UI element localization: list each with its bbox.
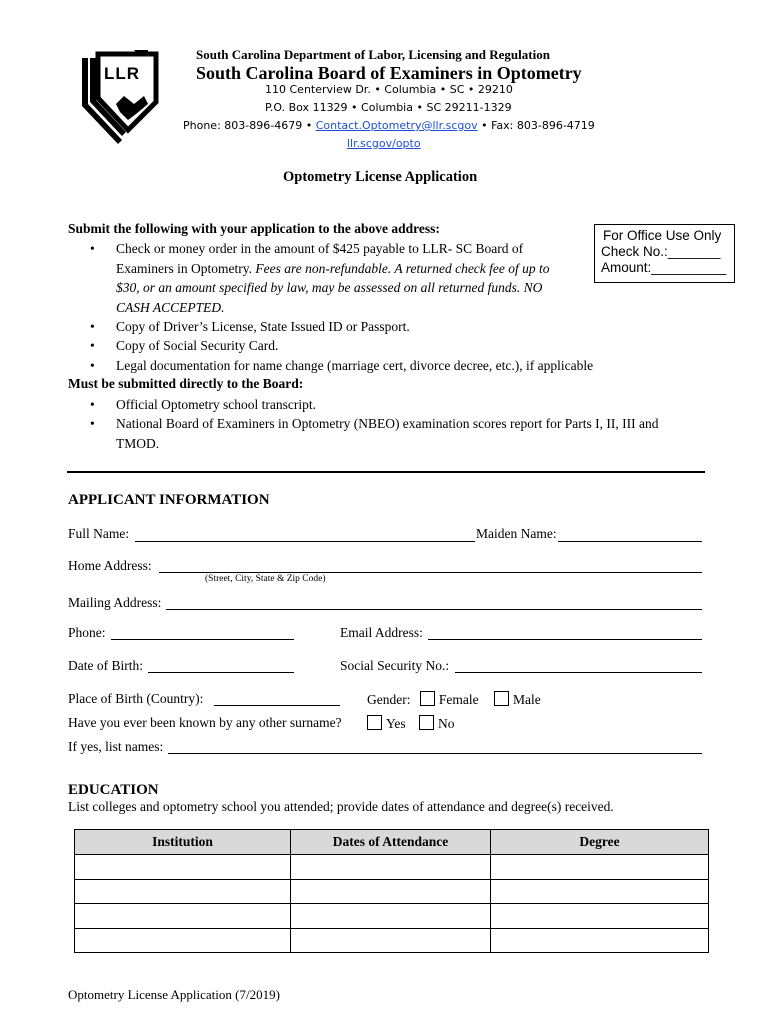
female-checkbox[interactable]	[420, 691, 435, 706]
list-item: • Legal documentation for name change (marriage cert, divorce decree, etc.), if applicable	[90, 358, 594, 373]
phone-label: Phone:	[68, 625, 106, 640]
applicant-heading: APPLICANT INFORMATION	[68, 492, 270, 508]
surname-answer-group	[367, 715, 455, 732]
email-field[interactable]	[428, 639, 702, 640]
home-address-field[interactable]	[159, 572, 702, 573]
fax-text: • Fax: 803-896-4719	[477, 119, 595, 132]
degree-cell[interactable]	[491, 904, 709, 929]
dob-label: Date of Birth:	[68, 658, 143, 673]
phone-text: Phone: 803-896-4679 •	[183, 119, 316, 132]
office-amount: Amount:__________	[601, 260, 727, 275]
table-row	[75, 928, 709, 953]
column-dates: Dates of Attendance	[291, 830, 491, 855]
dates-cell[interactable]	[291, 928, 491, 953]
male-checkbox[interactable]	[494, 691, 509, 706]
page-footer: Optometry License Application (7/2019)	[68, 987, 280, 1002]
institution-cell[interactable]	[75, 928, 291, 953]
home-address-label: Home Address:	[68, 558, 152, 573]
table-row	[75, 855, 709, 880]
ssn-field[interactable]	[455, 672, 702, 673]
office-use-title: For Office Use Only	[603, 228, 722, 243]
phone-field[interactable]	[111, 639, 294, 640]
degree-cell[interactable]	[491, 928, 709, 953]
full-name-label: Full Name:	[68, 526, 130, 541]
list-names-label: If yes, list names:	[68, 739, 164, 754]
board-heading: Must be submitted directly to the Board:	[68, 376, 304, 391]
female-label: Female	[438, 692, 479, 707]
list-item: • Official Optometry school transcript.	[90, 397, 316, 412]
pob-field[interactable]	[214, 705, 340, 706]
office-use-box	[594, 224, 735, 283]
email-link[interactable]: Contact.Optometry@llr.scgov	[315, 119, 478, 132]
section-divider	[67, 471, 705, 473]
education-table	[74, 829, 709, 953]
po-box: P.O. Box 11329 • Columbia • SC 29211-1329	[265, 101, 512, 114]
dates-cell[interactable]	[291, 855, 491, 880]
dates-cell[interactable]	[291, 904, 491, 929]
gender-group	[367, 691, 541, 708]
department-name: South Carolina Department of Labor, Licensing and Regulation	[196, 47, 550, 62]
logo-text: LLR	[104, 64, 141, 83]
board-name: South Carolina Board of Examiners in Optometry	[196, 63, 582, 83]
maiden-name-field[interactable]	[558, 541, 702, 542]
maiden-name-label: Maiden Name:	[476, 526, 557, 541]
website-link[interactable]: llr.scgov/opto	[347, 137, 421, 150]
education-instructions: List colleges and optometry school you attended; provide dates of attendance and degree(s) received.	[68, 799, 614, 814]
llr-logo	[78, 48, 160, 148]
table-row	[75, 904, 709, 929]
degree-cell[interactable]	[491, 879, 709, 904]
gender-label: Gender:	[367, 692, 411, 707]
ssn-label: Social Security No.:	[340, 658, 450, 673]
submit-heading: Submit the following with your application to the above address:	[68, 221, 440, 236]
street-address: 110 Centerview Dr. • Columbia • SC • 29210	[265, 83, 513, 96]
male-label: Male	[512, 692, 541, 707]
website-link-wrap	[347, 137, 421, 150]
list-item: • National Board of Examiners in Optometry (NBEO) examination scores report for Parts I, II, III and TMOD.	[90, 416, 659, 451]
full-name-field[interactable]	[135, 541, 475, 542]
yes-checkbox[interactable]	[367, 715, 382, 730]
address-hint: (Street, City, State & Zip Code)	[205, 574, 326, 584]
mailing-address-label: Mailing Address:	[68, 595, 162, 610]
no-checkbox[interactable]	[419, 715, 434, 730]
institution-cell[interactable]	[75, 879, 291, 904]
education-heading: EDUCATION	[68, 782, 159, 798]
page-title: Optometry License Application	[283, 169, 478, 185]
list-item: • Copy of Social Security Card.	[90, 338, 279, 353]
mailing-address-field[interactable]	[166, 609, 702, 610]
column-degree: Degree	[491, 830, 709, 855]
dates-cell[interactable]	[291, 879, 491, 904]
no-label: No	[438, 716, 455, 731]
table-header-row	[75, 830, 709, 855]
list-item: • Check or money order in the amount of $425 payable to LLR- SC Board of Examiners in Optometry. Fees are non-refundable. A returned check fee of up to $30, or an amount specified by law, may be assessed on all returned funds. NO CASH ACCEPTED.	[90, 241, 550, 315]
pob-label: Place of Birth (Country):	[68, 691, 204, 706]
yes-label: Yes	[386, 716, 406, 731]
list-item: • Copy of Driver’s License, State Issued ID or Passport.	[90, 319, 410, 334]
institution-cell[interactable]	[75, 904, 291, 929]
contact-line	[183, 119, 595, 132]
email-label: Email Address:	[340, 625, 423, 640]
dob-field[interactable]	[148, 672, 294, 673]
list-names-field[interactable]	[168, 753, 702, 754]
table-row	[75, 879, 709, 904]
surname-question: Have you ever been known by any other surname?	[68, 715, 342, 730]
institution-cell[interactable]	[75, 855, 291, 880]
office-check-no: Check No.:_______	[601, 244, 721, 259]
degree-cell[interactable]	[491, 855, 709, 880]
column-institution: Institution	[75, 830, 291, 855]
